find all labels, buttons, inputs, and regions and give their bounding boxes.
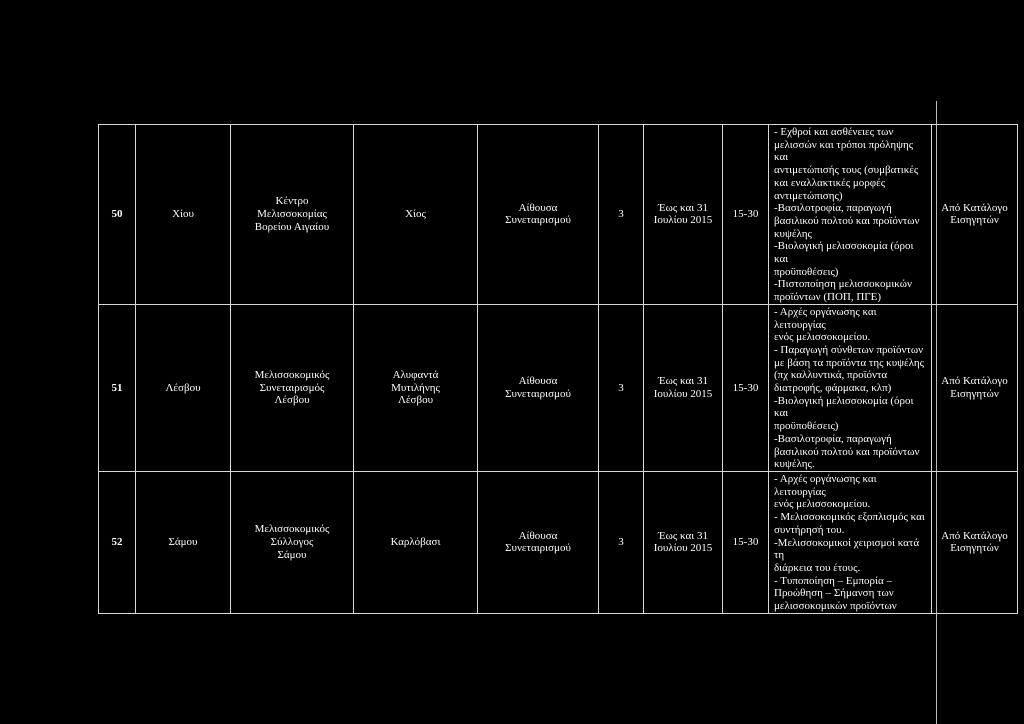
topic-line: μελισσών και τρόποι πρόληψης και bbox=[774, 138, 916, 164]
topic-line: - Παραγωγή σύνθετων προϊόντων bbox=[774, 343, 924, 356]
period-cell-text: Έως και 31 Ιουλίου 2015 bbox=[653, 375, 713, 400]
location-cell-text: Καρλόβασι bbox=[390, 536, 441, 548]
period-cell-text: Έως και 31 Ιουλίου 2015 bbox=[653, 201, 713, 227]
topic-line: και εναλλακτικές μορφές bbox=[774, 176, 886, 189]
venue-cell-text: Αίθουσα Συνεταιρισμού bbox=[505, 375, 571, 400]
topic-line: -Βασιλοτροφία, παραγωγή bbox=[774, 202, 892, 215]
topic-line: ενός μελισσοκομείου. bbox=[774, 331, 871, 344]
days-cell bbox=[599, 471, 644, 613]
topic-line: -Πιστοποίηση μελισσοκομικών bbox=[774, 278, 912, 291]
location-cell-text: Αλυφαντά Μυτιλήνης Λέσβου bbox=[391, 368, 440, 407]
participants-cell bbox=[723, 471, 769, 613]
topic-line: αντιμετώπισής τους (συμβατικές bbox=[774, 164, 919, 177]
prefecture-cell bbox=[136, 125, 231, 305]
period-cell-text: Έως και 31 Ιουλίου 2015 bbox=[653, 529, 713, 555]
topic-line: συντήρησή του. bbox=[774, 523, 845, 536]
participants-cell-text: 15-30 bbox=[732, 208, 759, 221]
row-number bbox=[99, 125, 136, 305]
trainers-cell-text: Από Κατάλογο Εισηγητών bbox=[941, 529, 1008, 555]
participants-cell-text: 15-30 bbox=[732, 536, 759, 548]
prefecture-cell-text: Χίου bbox=[172, 208, 194, 221]
table-row bbox=[99, 471, 1018, 613]
topic-line: -Μελισσοκομικοί χειρισμοί κατά τη bbox=[774, 536, 922, 562]
topic-line: -Βιολογική μελισσοκομία (όροι και bbox=[774, 394, 917, 420]
topic-line: - Αρχές οργάνωσης και λειτουργίας bbox=[774, 305, 880, 331]
topic-line: βασιλικού πολτού και προϊόντων bbox=[774, 214, 920, 227]
row-number-text: 51 bbox=[111, 381, 123, 394]
venue-cell bbox=[478, 125, 599, 305]
topic-line: με βάση τα προϊόντα της κυψέλης bbox=[774, 356, 925, 369]
venue-cell-text: Αίθουσα Συνεταιρισμού bbox=[505, 201, 571, 227]
seminar-table bbox=[98, 124, 1018, 614]
prefecture-cell bbox=[136, 304, 231, 471]
topics-cell bbox=[769, 304, 932, 471]
location-cell-text: Χίος bbox=[405, 208, 426, 221]
topic-line: βασιλικού πολτού και προϊόντων bbox=[774, 445, 920, 458]
topic-line: - Τυποποίηση – Εμπορία – bbox=[774, 574, 893, 587]
period-cell bbox=[644, 471, 723, 613]
organizer-cell-text: Μελισσοκομικός Συνεταιρισμός Λέσβου bbox=[254, 368, 330, 407]
prefecture-cell-text: Σάμου bbox=[168, 536, 198, 548]
table-row bbox=[99, 304, 1018, 471]
venue-cell bbox=[478, 471, 599, 613]
row-number-text: 50 bbox=[111, 208, 123, 221]
row-number-text: 52 bbox=[111, 536, 123, 548]
topics-cell bbox=[769, 125, 932, 305]
days-cell bbox=[599, 304, 644, 471]
topic-line: κυψέλης. bbox=[774, 458, 815, 471]
topic-line: διατροφής, φάρμακα, κλπ) bbox=[774, 382, 892, 395]
trainers-cell bbox=[932, 471, 1018, 613]
period-cell bbox=[644, 304, 723, 471]
topic-line: -Βασιλοτροφία, παραγωγή bbox=[774, 432, 892, 445]
prefecture-cell-text: Λέσβου bbox=[165, 381, 201, 394]
venue-cell bbox=[478, 304, 599, 471]
topic-line: - Εχθροί και ασθένειες των bbox=[774, 126, 894, 138]
location-cell bbox=[354, 304, 478, 471]
days-cell-text: 3 bbox=[618, 208, 624, 221]
organizer-cell bbox=[231, 471, 354, 613]
trainers-cell-text: Από Κατάλογο Εισηγητών bbox=[941, 375, 1008, 400]
row-number bbox=[99, 471, 136, 613]
topic-line: (πχ καλλυντικά, προϊόντα bbox=[774, 369, 888, 382]
topic-line: ενός μελισσοκομείου. bbox=[774, 498, 871, 511]
row-number bbox=[99, 304, 136, 471]
topic-line: προϋποθέσεις) bbox=[774, 265, 839, 278]
topic-line: αντιμετώπισης) bbox=[774, 189, 843, 202]
trainers-cell bbox=[932, 125, 1018, 305]
organizer-cell-text: Μελισσοκομικός Σύλλογος Σάμου bbox=[254, 523, 330, 561]
trainers-cell-text: Από Κατάλογο Εισηγητών bbox=[941, 201, 1008, 227]
topic-line: προϊόντων (ΠΟΠ, ΠΓΕ) bbox=[774, 291, 882, 304]
participants-cell bbox=[723, 304, 769, 471]
topic-line: κυψέλης bbox=[774, 227, 812, 240]
participants-cell bbox=[723, 125, 769, 305]
prefecture-cell bbox=[136, 471, 231, 613]
location-cell bbox=[354, 471, 478, 613]
topic-line: μελισσοκομικών προϊόντων bbox=[774, 600, 897, 613]
table-row bbox=[99, 125, 1018, 305]
participants-cell-text: 15-30 bbox=[732, 381, 759, 394]
topic-line: - Αρχές οργάνωσης και λειτουργίας bbox=[774, 472, 880, 498]
topic-line: προϋποθέσεις) bbox=[774, 420, 839, 433]
topic-line: - Μελισσοκομικός εξοπλισμός και bbox=[774, 511, 925, 524]
topic-line: Προώθηση – Σήμανση των bbox=[774, 587, 894, 600]
organizer-cell bbox=[231, 125, 354, 305]
trainers-cell bbox=[932, 304, 1018, 471]
period-cell bbox=[644, 125, 723, 305]
days-cell bbox=[599, 125, 644, 305]
topics-cell bbox=[769, 471, 932, 613]
topic-line: διάρκεια του έτους. bbox=[774, 561, 861, 574]
days-cell-text: 3 bbox=[618, 381, 624, 394]
location-cell bbox=[354, 125, 478, 305]
organizer-cell-text: Κέντρο Μελισσοκομίας Βορείου Αιγαίου bbox=[254, 195, 330, 233]
days-cell-text: 3 bbox=[618, 536, 624, 548]
organizer-cell bbox=[231, 304, 354, 471]
venue-cell-text: Αίθουσα Συνεταιρισμού bbox=[505, 529, 571, 555]
topic-line: -Βιολογική μελισσοκομία (όροι και bbox=[774, 240, 917, 266]
